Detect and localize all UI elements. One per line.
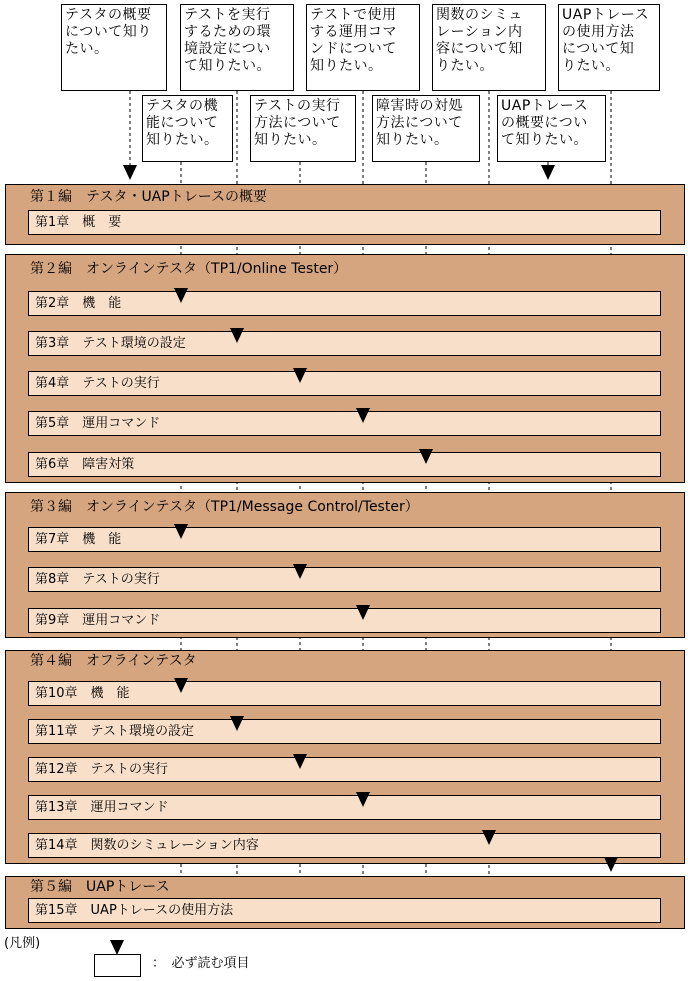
required-arrow-g9	[604, 857, 618, 872]
required-arrow-g2	[174, 524, 188, 539]
chapter-label: 第6章 障害対策	[35, 457, 135, 472]
goal-box-g1: テスタの概要 について知り たい。	[61, 4, 167, 91]
goal-box-g2: テスタの機 能について 知りたい。	[142, 95, 233, 162]
part-title: 第４編 オフラインテスタ	[30, 653, 197, 669]
part-title: 第３編 オンラインテスタ（TP1/Message Control/Tester）	[30, 499, 419, 515]
goal-box-g9: UAPトレース の使用方法 について知 りたい。	[558, 4, 660, 91]
required-arrow-g4	[293, 754, 307, 769]
goal-box-g4: テストの実行 方法について 知りたい。	[250, 95, 356, 162]
part-title: 第５編 UAPトレース	[30, 879, 170, 895]
required-arrow-g5	[356, 408, 370, 423]
chapter-label: 第13章 運用コマンド	[35, 800, 169, 815]
chapter-label: 第2章 機 能	[35, 296, 122, 311]
chapter-label: 第9章 運用コマンド	[35, 613, 161, 628]
required-arrow-g1	[123, 165, 137, 180]
chapter-label: 第1章 概 要	[35, 215, 122, 230]
required-arrow-g3	[230, 328, 244, 343]
goal-box-g3: テストを実行 するための環 境設定につい て知りたい。	[180, 4, 294, 91]
goal-box-g7: 関数のシミュ レーション内 容について知 りたい。	[432, 4, 546, 91]
chapter-label: 第5章 運用コマンド	[35, 416, 161, 431]
chapter-label: 第7章 機 能	[35, 532, 122, 547]
legend-arrow-icon	[110, 940, 124, 955]
chapter-label: 第15章 UAPトレースの使用方法	[35, 903, 234, 918]
chapter-label: 第12章 テストの実行	[35, 762, 169, 777]
goal-box-g5: テストで使用 する運用コマ ンドについて 知りたい。	[306, 4, 420, 91]
required-arrow-g4	[293, 564, 307, 579]
chapter-label: 第4章 テストの実行	[35, 376, 160, 391]
chapter-label: 第11章 テスト環境の設定	[35, 724, 195, 739]
part-title: 第１編 テスタ・UAPトレースの概要	[30, 189, 268, 205]
chapter-label: 第3章 テスト環境の設定	[35, 336, 186, 351]
required-arrow-g6	[419, 449, 433, 464]
legend-title: (凡例)	[4, 936, 41, 951]
legend-box	[94, 954, 141, 977]
required-arrow-g7	[482, 830, 496, 845]
required-arrow-g2	[174, 678, 188, 693]
chapter-label: 第10章 機 能	[35, 686, 130, 701]
required-arrow-g2	[174, 288, 188, 303]
part-title: 第２編 オンラインテスタ（TP1/Online Tester）	[30, 261, 348, 277]
required-arrow-g5	[356, 792, 370, 807]
legend-text: ： 必ず読む項目	[152, 956, 250, 971]
goal-box-g8: UAPトレース の概要につい て知りたい。	[497, 95, 606, 162]
required-arrow-g4	[293, 368, 307, 383]
required-arrow-g8	[541, 165, 555, 180]
chapter-label: 第8章 テストの実行	[35, 572, 160, 587]
required-arrow-g5	[356, 605, 370, 620]
goal-box-g6: 障害時の対処 方法について 知りたい。	[372, 95, 480, 162]
chapter-label: 第14章 関数のシミュレーション内容	[35, 838, 259, 853]
required-arrow-g3	[230, 716, 244, 731]
